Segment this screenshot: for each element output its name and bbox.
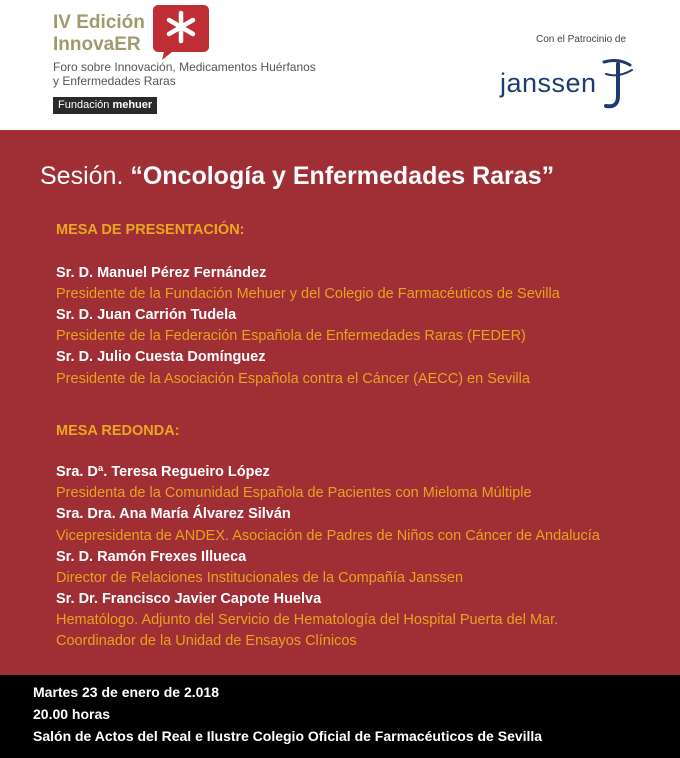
janssen-mark-icon <box>600 56 640 112</box>
session-prefix: Sesión. <box>40 162 131 190</box>
event-date: Martes 23 de enero de 2.018 <box>33 684 219 700</box>
janssen-logo <box>500 56 640 112</box>
header <box>0 0 680 130</box>
edition-line-2: InnovaER <box>53 34 141 55</box>
subtitle-line-1: Foro sobre Innovación, Medicamentos Huérfanos <box>53 60 316 74</box>
speaker-name: Sra. Dª. Teresa Regueiro López <box>56 464 270 480</box>
speaker-name: Sr. D. Juan Carrión Tudela <box>56 307 237 323</box>
edition-title <box>53 12 145 56</box>
foundation-brand: mehuer <box>112 99 153 111</box>
speaker-role: Presidente de la Federación Española de Enfermedades Raras (FEDER) <box>56 328 526 344</box>
speaker-name: Sr. D. Manuel Pérez Fernández <box>56 265 267 281</box>
speaker-role: Presidenta de la Comunidad Española de Pacientes con Mieloma Múltiple <box>56 485 532 501</box>
event-venue: Salón de Actos del Real e Ilustre Colegio Oficial de Farmacéuticos de Sevilla <box>33 728 543 744</box>
foundation-prefix: Fundación <box>58 99 113 111</box>
edition-line-1: IV Edición <box>53 12 145 33</box>
sponsor-text: Con el Patrocinio de <box>536 34 627 45</box>
asterisk-bubble-icon <box>152 3 210 61</box>
content-panel <box>0 130 680 675</box>
speaker-role-line-2: Coordinador de la Unidad de Ensayos Clínicos <box>56 633 357 649</box>
foundation-badge <box>53 97 157 114</box>
speaker-name: Sra. Dra. Ana María Álvarez Silván <box>56 506 291 522</box>
speaker-name: Sr. Dr. Francisco Javier Capote Huelva <box>56 591 322 607</box>
speaker-name: Sr. D. Julio Cuesta Domínguez <box>56 349 266 365</box>
presentation-heading: MESA DE PRESENTACIÓN: <box>56 222 245 238</box>
roundtable-heading: MESA REDONDA: <box>56 423 180 439</box>
event-info-footer <box>0 675 680 758</box>
session-title <box>40 162 554 191</box>
speaker-role: Presidente de la Fundación Mehuer y del Colegio de Farmacéuticos de Sevilla <box>56 286 560 302</box>
speaker-name: Sr. D. Ramón Frexes Illueca <box>56 549 247 565</box>
event-time: 20.00 horas <box>33 706 111 722</box>
speaker-role: Hematólogo. Adjunto del Servicio de Hematología del Hospital Puerta del Mar. <box>56 612 559 628</box>
forum-subtitle <box>53 60 353 88</box>
subtitle-line-2: y Enfermedades Raras <box>53 74 176 88</box>
speaker-role: Vicepresidenta de ANDEX. Asociación de Padres de Niños con Cáncer de Andalucía <box>56 528 600 544</box>
speaker-role: Director de Relaciones Institucionales de la Compañía Janssen <box>56 570 464 586</box>
session-name: “Oncología y Enfermedades Raras” <box>130 162 555 190</box>
janssen-logo-text: janssen <box>500 68 597 98</box>
speaker-role: Presidente de la Asociación Española contra el Cáncer (AECC) en Sevilla <box>56 371 530 387</box>
